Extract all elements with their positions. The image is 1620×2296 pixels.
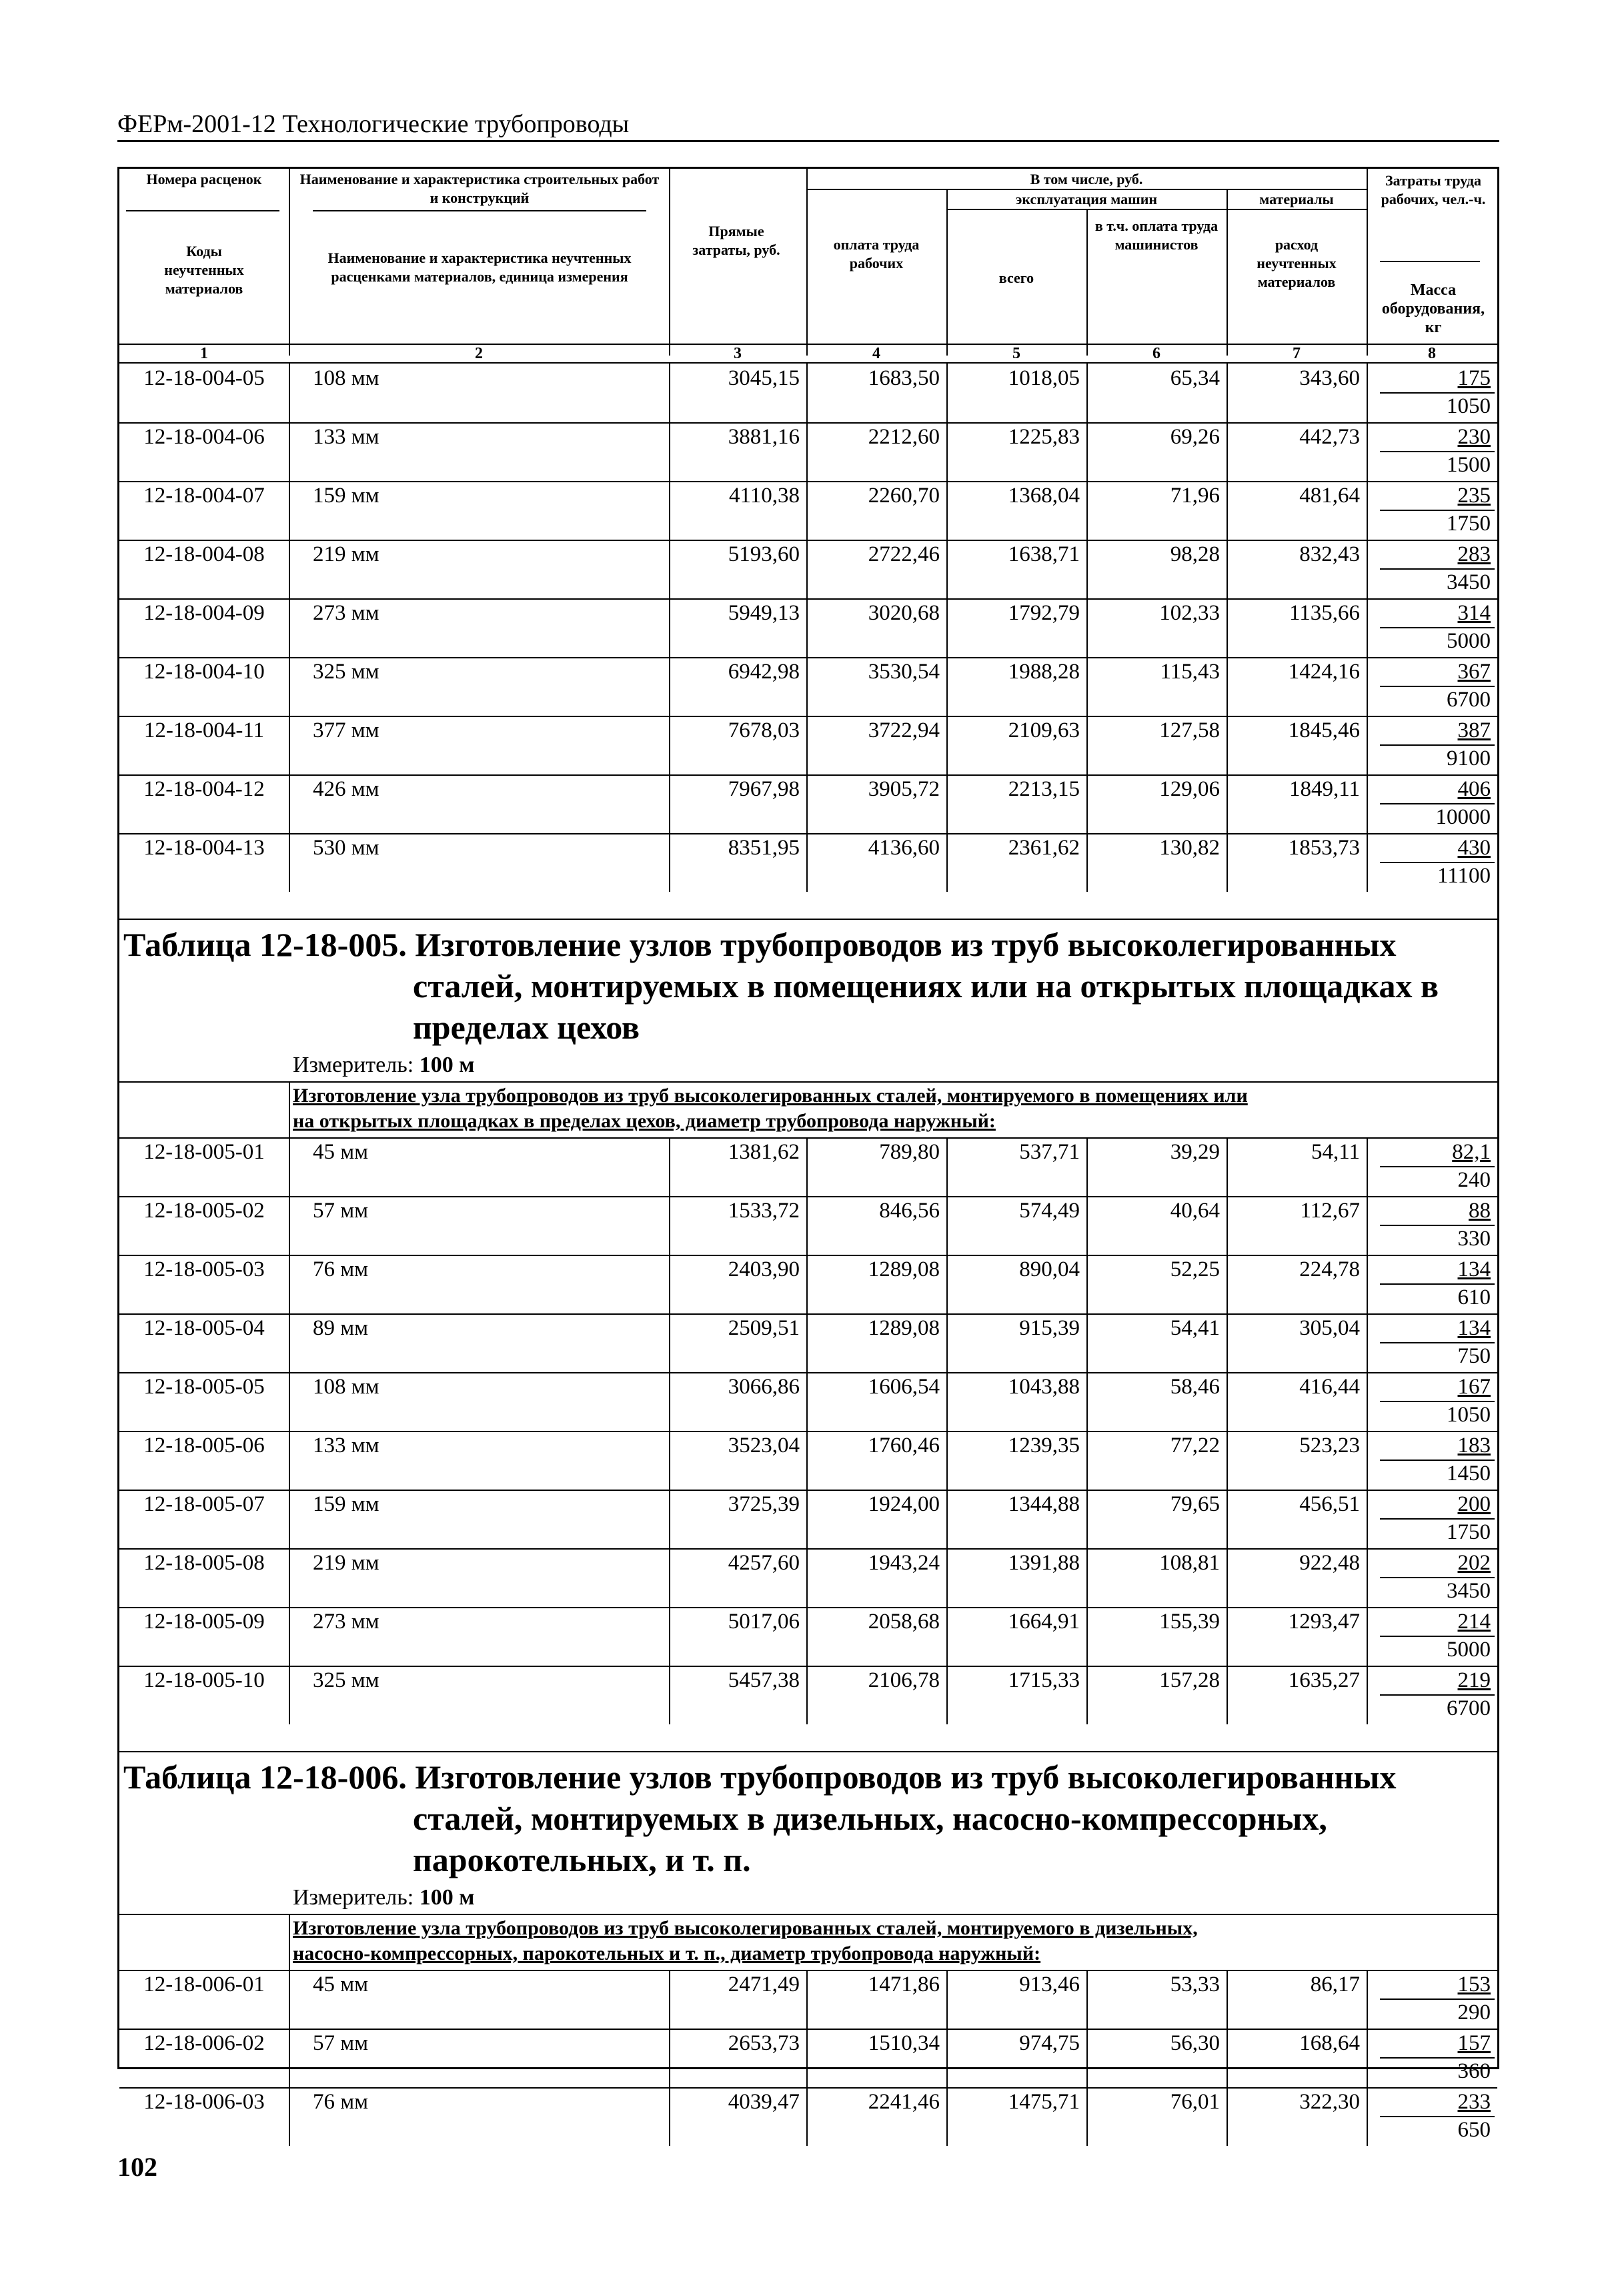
labor-hours: 134 bbox=[1457, 1316, 1491, 1340]
section-divider bbox=[119, 919, 1497, 920]
value-mach-total: 1344,88 bbox=[1008, 1492, 1080, 1516]
header-divider bbox=[946, 209, 1367, 210]
value-materials: 343,60 bbox=[1299, 366, 1360, 390]
rates-table bbox=[117, 167, 1499, 2142]
column-divider bbox=[669, 1137, 670, 1724]
running-header: ФЕРм-2001-12 Технологические трубопроводы bbox=[117, 108, 1499, 142]
value-labor: 1510,34 bbox=[868, 2031, 940, 2055]
pipe-diameter: 108 мм bbox=[313, 1375, 379, 1399]
section-divider bbox=[119, 1751, 1497, 1752]
column-divider bbox=[946, 364, 948, 892]
pipe-diameter: 45 мм bbox=[313, 1972, 369, 1996]
rate-code: 12-18-004-11 bbox=[143, 718, 265, 742]
table-row bbox=[119, 1970, 1497, 2029]
pipe-diameter: 219 мм bbox=[313, 542, 379, 566]
pipe-diameter: 273 мм bbox=[313, 601, 379, 625]
table-row bbox=[119, 1196, 1497, 1255]
labor-hours: 167 bbox=[1457, 1375, 1491, 1399]
value-mach-total: 1475,71 bbox=[1008, 2090, 1080, 2114]
pipe-diameter: 377 мм bbox=[313, 718, 379, 742]
value-mach-labor: 79,65 bbox=[1170, 1492, 1220, 1516]
equipment-mass: 5000 bbox=[1447, 629, 1491, 653]
column-divider bbox=[289, 1083, 290, 1137]
value-labor: 2212,60 bbox=[868, 425, 940, 449]
value-mach-labor: 115,43 bbox=[1160, 660, 1220, 684]
column-divider bbox=[1086, 364, 1088, 892]
equipment-mass: 10000 bbox=[1435, 805, 1491, 829]
equipment-mass: 3450 bbox=[1447, 1579, 1491, 1603]
labor-hours: 367 bbox=[1457, 660, 1491, 684]
equipment-mass: 240 bbox=[1457, 1168, 1491, 1192]
value-mach-total: 915,39 bbox=[1019, 1316, 1080, 1340]
value-mach-labor: 127,58 bbox=[1159, 718, 1220, 742]
rate-code: 12-18-005-08 bbox=[143, 1551, 265, 1575]
pipe-diameter: 76 мм bbox=[313, 2090, 369, 2114]
value-mach-labor: 77,22 bbox=[1170, 1433, 1220, 1458]
column-number: 6 bbox=[1152, 345, 1160, 362]
equipment-mass: 330 bbox=[1457, 1227, 1491, 1251]
value-materials: 112,67 bbox=[1300, 1199, 1360, 1223]
table-row bbox=[119, 1372, 1497, 1431]
equipment-mass: 5000 bbox=[1447, 1638, 1491, 1662]
pipe-diameter: 426 мм bbox=[313, 777, 379, 801]
value-mach-total: 1368,04 bbox=[1008, 484, 1080, 508]
column-divider bbox=[946, 1137, 948, 1724]
header-material-name: Наименование и характеристика неучтенных расценками материалов, единица измерения bbox=[327, 249, 632, 285]
header-equipment-mass: Масса оборудования, кг bbox=[1381, 281, 1485, 336]
value-direct: 3881,16 bbox=[728, 425, 800, 449]
header-operator-pay: в т.ч. оплата труда машинистов bbox=[1094, 217, 1219, 253]
value-mach-total: 890,04 bbox=[1019, 1257, 1080, 1281]
pipe-diameter: 325 мм bbox=[313, 1668, 379, 1692]
value-labor: 2106,78 bbox=[868, 1668, 940, 1692]
column-number: 1 bbox=[200, 345, 208, 362]
value-materials: 1424,16 bbox=[1288, 660, 1360, 684]
value-mach-labor: 102,33 bbox=[1159, 601, 1220, 625]
value-mach-total: 2213,15 bbox=[1008, 777, 1080, 801]
rate-code: 12-18-005-05 bbox=[143, 1375, 265, 1399]
equipment-mass: 650 bbox=[1457, 2118, 1491, 2142]
rate-code: 12-18-005-07 bbox=[143, 1492, 265, 1516]
rate-code: 12-18-005-04 bbox=[143, 1316, 265, 1340]
header-in-total: В том числе, руб. bbox=[1030, 171, 1143, 187]
measure-unit bbox=[293, 1052, 474, 1079]
value-mach-labor: 108,81 bbox=[1159, 1551, 1220, 1575]
value-labor: 3020,68 bbox=[868, 601, 940, 625]
section-title: парокотельных, и т. п. bbox=[413, 1841, 751, 1878]
section-title: Таблица 12-18-006. Изготовление узлов трубопроводов из труб высоколегированных bbox=[123, 1758, 1397, 1796]
value-materials: 1293,47 bbox=[1288, 1610, 1360, 1634]
value-materials: 54,11 bbox=[1311, 1140, 1360, 1164]
labor-hours: 175 bbox=[1457, 366, 1491, 390]
value-labor: 789,80 bbox=[879, 1140, 940, 1164]
pipe-diameter: 76 мм bbox=[313, 1257, 369, 1281]
pipe-diameter: 57 мм bbox=[313, 2031, 369, 2055]
header-labor-pay: оплата труда рабочих bbox=[833, 236, 920, 271]
table-row bbox=[119, 1431, 1497, 1490]
header-direct-cost: Прямые затраты, руб. bbox=[692, 223, 780, 258]
value-mach-total: 1638,71 bbox=[1008, 542, 1080, 566]
value-mach-total: 913,46 bbox=[1019, 1972, 1080, 1996]
labor-hours: 200 bbox=[1457, 1492, 1491, 1516]
value-materials: 523,23 bbox=[1299, 1433, 1360, 1458]
value-direct: 5949,13 bbox=[728, 601, 800, 625]
column-number: 5 bbox=[1012, 345, 1020, 362]
value-direct: 2471,49 bbox=[728, 1972, 800, 1996]
rate-code: 12-18-004-10 bbox=[143, 660, 265, 684]
rate-code: 12-18-005-06 bbox=[143, 1433, 265, 1458]
value-mach-total: 1715,33 bbox=[1008, 1668, 1080, 1692]
value-mach-total: 2109,63 bbox=[1008, 718, 1080, 742]
value-labor: 1924,00 bbox=[868, 1492, 940, 1516]
value-labor: 1760,46 bbox=[868, 1433, 940, 1458]
value-materials: 1849,11 bbox=[1289, 777, 1360, 801]
header-materials: материалы bbox=[1259, 191, 1334, 207]
column-number: 4 bbox=[872, 345, 880, 362]
header-codes: Номера расценок bbox=[146, 171, 262, 187]
equipment-mass: 9100 bbox=[1447, 746, 1491, 770]
value-direct: 4110,38 bbox=[728, 484, 800, 508]
labor-hours: 134 bbox=[1457, 1257, 1491, 1281]
value-materials: 456,51 bbox=[1299, 1492, 1360, 1516]
section-divider bbox=[119, 1081, 1497, 1083]
table-row bbox=[119, 1666, 1497, 1724]
rate-code: 12-18-006-02 bbox=[143, 2031, 265, 2055]
table-row bbox=[119, 2087, 1497, 2146]
equipment-mass: 610 bbox=[1457, 1285, 1491, 1309]
value-materials: 442,73 bbox=[1299, 425, 1360, 449]
value-materials: 416,44 bbox=[1299, 1375, 1360, 1399]
value-direct: 3045,15 bbox=[728, 366, 800, 390]
value-mach-labor: 53,33 bbox=[1170, 1972, 1220, 1996]
labor-hours: 406 bbox=[1457, 777, 1491, 801]
header-material-codes: Коды неучтенных материалов bbox=[164, 243, 244, 297]
value-materials: 1845,46 bbox=[1288, 718, 1360, 742]
table-row bbox=[119, 540, 1497, 598]
section-divider bbox=[119, 1914, 1497, 1915]
section-title: Таблица 12-18-005. Изготовление узлов трубопроводов из труб высоколегированных bbox=[123, 926, 1397, 963]
equipment-mass: 1750 bbox=[1447, 512, 1491, 536]
value-direct: 3066,86 bbox=[728, 1375, 800, 1399]
column-divider bbox=[289, 1970, 290, 2146]
section-description: насосно-компрессорных, парокотельных и т. п., диаметр трубопровода наружный: bbox=[293, 1942, 1041, 1964]
table-row bbox=[119, 1255, 1497, 1313]
table-row bbox=[119, 1313, 1497, 1372]
equipment-mass: 1050 bbox=[1447, 1403, 1491, 1427]
value-mach-total: 1018,05 bbox=[1008, 366, 1080, 390]
equipment-mass: 290 bbox=[1457, 2000, 1491, 2025]
rate-code: 12-18-004-05 bbox=[143, 366, 265, 390]
value-mach-total: 574,49 bbox=[1019, 1199, 1080, 1223]
header-work-name: Наименование и характеристика строительных работ и конструкций bbox=[299, 171, 660, 206]
labor-hours: 82,1 bbox=[1452, 1140, 1491, 1164]
value-direct: 4257,60 bbox=[728, 1551, 800, 1575]
column-number: 7 bbox=[1293, 345, 1301, 362]
equipment-mass: 6700 bbox=[1447, 1696, 1491, 1720]
rate-code: 12-18-004-08 bbox=[143, 542, 265, 566]
labor-hours: 283 bbox=[1457, 542, 1491, 566]
labor-hours: 157 bbox=[1457, 2031, 1491, 2055]
table-row bbox=[119, 1607, 1497, 1666]
value-mach-labor: 130,82 bbox=[1159, 836, 1220, 860]
table-row bbox=[119, 598, 1497, 657]
equipment-mass: 1750 bbox=[1447, 1520, 1491, 1544]
value-mach-total: 1225,83 bbox=[1008, 425, 1080, 449]
labor-hours: 183 bbox=[1457, 1433, 1491, 1458]
column-divider bbox=[1086, 1137, 1088, 1724]
column-divider bbox=[1227, 1137, 1228, 1724]
pipe-diameter: 133 мм bbox=[313, 425, 379, 449]
value-direct: 2509,51 bbox=[728, 1316, 800, 1340]
pipe-diameter: 108 мм bbox=[313, 366, 379, 390]
value-mach-total: 2361,62 bbox=[1008, 836, 1080, 860]
measure-label: Измеритель: bbox=[293, 1885, 414, 1910]
equipment-mass: 11100 bbox=[1437, 864, 1491, 888]
table-row bbox=[119, 1490, 1497, 1548]
rate-code: 12-18-006-01 bbox=[143, 1972, 265, 1996]
rate-code: 12-18-004-12 bbox=[143, 777, 265, 801]
measure-value: 100 м bbox=[419, 1053, 475, 1077]
value-mach-total: 1239,35 bbox=[1008, 1433, 1080, 1458]
value-direct: 6942,98 bbox=[728, 660, 800, 684]
table-row bbox=[119, 1548, 1497, 1607]
header-machines-total: всего bbox=[998, 269, 1034, 286]
column-divider bbox=[1227, 364, 1228, 892]
header-divider bbox=[289, 169, 290, 356]
column-divider bbox=[289, 1915, 290, 1970]
column-divider bbox=[1367, 1137, 1368, 1724]
labor-hours: 314 bbox=[1457, 601, 1491, 625]
rate-code: 12-18-004-09 bbox=[143, 601, 265, 625]
measure-value: 100 м bbox=[419, 1885, 475, 1910]
table-row bbox=[119, 716, 1497, 774]
column-number: 8 bbox=[1428, 345, 1436, 362]
table-row bbox=[119, 2029, 1497, 2087]
rate-code: 12-18-005-02 bbox=[143, 1199, 265, 1223]
value-direct: 3725,39 bbox=[728, 1492, 800, 1516]
equipment-mass: 360 bbox=[1457, 2059, 1491, 2083]
header-divider bbox=[1380, 261, 1480, 262]
value-materials: 1135,66 bbox=[1289, 601, 1360, 625]
value-mach-labor: 69,26 bbox=[1170, 425, 1220, 449]
header-divider bbox=[313, 210, 646, 211]
table-row bbox=[119, 364, 1497, 422]
column-divider bbox=[289, 1137, 290, 1724]
value-direct: 7967,98 bbox=[728, 777, 800, 801]
section-title: пределах цехов bbox=[413, 1009, 640, 1046]
header-divider bbox=[669, 169, 670, 356]
column-number: 3 bbox=[734, 345, 742, 362]
pipe-diameter: 219 мм bbox=[313, 1551, 379, 1575]
pipe-diameter: 57 мм bbox=[313, 1199, 369, 1223]
page-number: 102 bbox=[117, 2152, 157, 2182]
value-materials: 832,43 bbox=[1299, 542, 1360, 566]
section-description: Изготовление узла трубопроводов из труб высоколегированных сталей, монтируемого в помещениях или bbox=[293, 1085, 1248, 1107]
value-labor: 846,56 bbox=[879, 1199, 940, 1223]
column-divider bbox=[806, 364, 808, 892]
value-materials: 1635,27 bbox=[1288, 1668, 1360, 1692]
value-mach-total: 1988,28 bbox=[1008, 660, 1080, 684]
value-mach-total: 1792,79 bbox=[1008, 601, 1080, 625]
pipe-diameter: 159 мм bbox=[313, 484, 379, 508]
labor-hours: 430 bbox=[1457, 836, 1491, 860]
value-mach-labor: 98,28 bbox=[1170, 542, 1220, 566]
value-labor: 2241,46 bbox=[868, 2090, 940, 2114]
value-labor: 2260,70 bbox=[868, 484, 940, 508]
header-unaccounted-materials: расход неучтенных материалов bbox=[1257, 236, 1337, 290]
pipe-diameter: 89 мм bbox=[313, 1316, 369, 1340]
value-direct: 5017,06 bbox=[728, 1610, 800, 1634]
labor-hours: 202 bbox=[1457, 1551, 1491, 1575]
value-direct: 1381,62 bbox=[728, 1140, 800, 1164]
value-materials: 922,48 bbox=[1299, 1551, 1360, 1575]
value-labor: 4136,60 bbox=[868, 836, 940, 860]
value-labor: 1471,86 bbox=[868, 1972, 940, 1996]
value-mach-labor: 56,30 bbox=[1170, 2031, 1220, 2055]
table-row bbox=[119, 1137, 1497, 1196]
labor-hours: 219 bbox=[1457, 1668, 1491, 1692]
rate-code: 12-18-005-09 bbox=[143, 1610, 265, 1634]
column-divider bbox=[946, 1970, 948, 2146]
equipment-mass: 6700 bbox=[1447, 688, 1491, 712]
pipe-diameter: 530 мм bbox=[313, 836, 379, 860]
value-mach-labor: 129,06 bbox=[1159, 777, 1220, 801]
equipment-mass: 1450 bbox=[1447, 1462, 1491, 1486]
column-divider bbox=[1086, 1970, 1088, 2146]
header-divider bbox=[1227, 189, 1228, 356]
table-row bbox=[119, 774, 1497, 833]
measure-label: Измеритель: bbox=[293, 1053, 414, 1077]
pipe-diameter: 325 мм bbox=[313, 660, 379, 684]
equipment-mass: 1050 bbox=[1447, 394, 1491, 418]
value-direct: 5193,60 bbox=[728, 542, 800, 566]
value-labor: 3722,94 bbox=[868, 718, 940, 742]
value-direct: 7678,03 bbox=[728, 718, 800, 742]
value-direct: 8351,95 bbox=[728, 836, 800, 860]
column-divider bbox=[806, 1137, 808, 1724]
equipment-mass: 1500 bbox=[1447, 453, 1491, 477]
header-divider bbox=[126, 210, 279, 211]
labor-hours: 230 bbox=[1457, 425, 1491, 449]
column-divider bbox=[1227, 1970, 1228, 2146]
header-machines: эксплуатация машин bbox=[1015, 191, 1158, 207]
header-divider bbox=[1086, 209, 1088, 356]
column-divider bbox=[1367, 364, 1368, 892]
equipment-mass: 3450 bbox=[1447, 570, 1491, 594]
value-materials: 1853,73 bbox=[1288, 836, 1360, 860]
value-labor: 1289,08 bbox=[868, 1257, 940, 1281]
value-direct: 4039,47 bbox=[728, 2090, 800, 2114]
value-labor: 1943,24 bbox=[868, 1551, 940, 1575]
pipe-diameter: 273 мм bbox=[313, 1610, 379, 1634]
labor-hours: 233 bbox=[1457, 2090, 1491, 2114]
rate-code: 12-18-004-07 bbox=[143, 484, 265, 508]
labor-hours: 235 bbox=[1457, 484, 1491, 508]
value-mach-labor: 58,46 bbox=[1170, 1375, 1220, 1399]
table-row bbox=[119, 657, 1497, 716]
value-mach-labor: 71,96 bbox=[1170, 484, 1220, 508]
column-divider bbox=[669, 1970, 670, 2146]
rate-code: 12-18-005-10 bbox=[143, 1668, 265, 1692]
equipment-mass: 750 bbox=[1457, 1344, 1491, 1368]
value-materials: 86,17 bbox=[1310, 1972, 1360, 1996]
value-mach-labor: 39,29 bbox=[1170, 1140, 1220, 1164]
value-direct: 3523,04 bbox=[728, 1433, 800, 1458]
value-mach-total: 1043,88 bbox=[1008, 1375, 1080, 1399]
column-divider bbox=[806, 1970, 808, 2146]
section-description: на открытых площадках в пределах цехов, диаметр трубопровода наружный: bbox=[293, 1110, 996, 1132]
table-row bbox=[119, 833, 1497, 892]
column-divider bbox=[289, 364, 290, 892]
value-mach-labor: 40,64 bbox=[1170, 1199, 1220, 1223]
value-direct: 2653,73 bbox=[728, 2031, 800, 2055]
value-direct: 1533,72 bbox=[728, 1199, 800, 1223]
table-row bbox=[119, 481, 1497, 540]
value-labor: 1683,50 bbox=[868, 366, 940, 390]
value-materials: 305,04 bbox=[1299, 1316, 1360, 1340]
rate-code: 12-18-004-06 bbox=[143, 425, 265, 449]
section-description: Изготовление узла трубопроводов из труб высоколегированных сталей, монтируемого в дизельных, bbox=[293, 1917, 1198, 1939]
labor-hours: 214 bbox=[1457, 1610, 1491, 1634]
value-labor: 2058,68 bbox=[868, 1610, 940, 1634]
value-materials: 224,78 bbox=[1299, 1257, 1360, 1281]
value-mach-total: 974,75 bbox=[1019, 2031, 1080, 2055]
value-materials: 168,64 bbox=[1299, 2031, 1360, 2055]
header-labor-hours: Затраты труда рабочих, чел.-ч. bbox=[1381, 172, 1486, 207]
labor-hours: 88 bbox=[1469, 1199, 1491, 1223]
value-mach-labor: 76,01 bbox=[1170, 2090, 1220, 2114]
value-labor: 2722,46 bbox=[868, 542, 940, 566]
value-mach-labor: 157,28 bbox=[1159, 1668, 1220, 1692]
pipe-diameter: 159 мм bbox=[313, 1492, 379, 1516]
value-direct: 5457,38 bbox=[728, 1668, 800, 1692]
value-mach-labor: 54,41 bbox=[1170, 1316, 1220, 1340]
value-mach-labor: 65,34 bbox=[1170, 366, 1220, 390]
header-divider bbox=[1367, 169, 1368, 356]
pipe-diameter: 133 мм bbox=[313, 1433, 379, 1458]
value-mach-labor: 155,39 bbox=[1159, 1610, 1220, 1634]
column-divider bbox=[1367, 1970, 1368, 2146]
rate-code: 12-18-005-03 bbox=[143, 1257, 265, 1281]
rate-code: 12-18-005-01 bbox=[143, 1140, 265, 1164]
rate-code: 12-18-004-13 bbox=[143, 836, 265, 860]
value-materials: 481,64 bbox=[1299, 484, 1360, 508]
section-title: сталей, монтируемых в помещениях или на открытых площадках в bbox=[413, 967, 1439, 1005]
column-divider bbox=[669, 364, 670, 892]
value-mach-total: 1664,91 bbox=[1008, 1610, 1080, 1634]
labor-hours: 387 bbox=[1457, 718, 1491, 742]
header-divider bbox=[806, 169, 808, 356]
table-row bbox=[119, 422, 1497, 481]
value-mach-total: 537,71 bbox=[1019, 1140, 1080, 1164]
value-direct: 2403,90 bbox=[728, 1257, 800, 1281]
value-materials: 322,30 bbox=[1299, 2090, 1360, 2114]
measure-unit bbox=[293, 1884, 474, 1911]
value-mach-labor: 52,25 bbox=[1170, 1257, 1220, 1281]
labor-hours: 153 bbox=[1457, 1972, 1491, 1996]
column-number: 2 bbox=[475, 345, 483, 362]
value-labor: 3905,72 bbox=[868, 777, 940, 801]
value-mach-total: 1391,88 bbox=[1008, 1551, 1080, 1575]
section-title: сталей, монтируемых в дизельных, насосно-компрессорных, bbox=[413, 1800, 1327, 1837]
value-labor: 1606,54 bbox=[868, 1375, 940, 1399]
value-labor: 3530,54 bbox=[868, 660, 940, 684]
rate-code: 12-18-006-03 bbox=[143, 2090, 265, 2114]
pipe-diameter: 45 мм bbox=[313, 1140, 369, 1164]
value-labor: 1289,08 bbox=[868, 1316, 940, 1340]
